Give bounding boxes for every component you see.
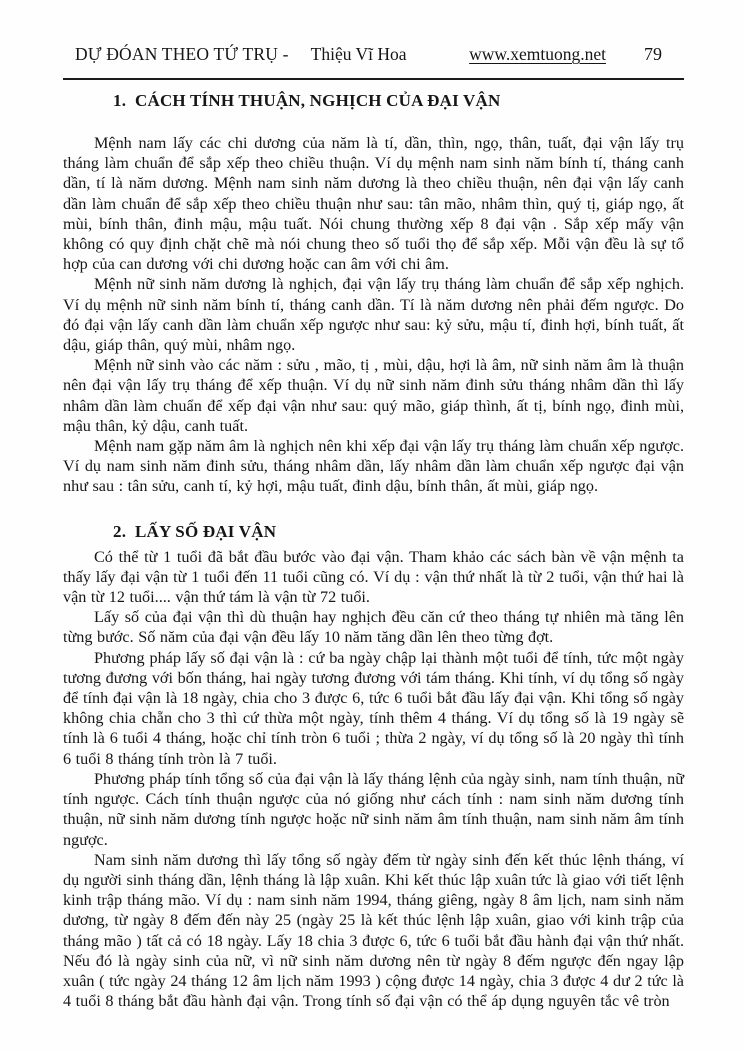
section-2-heading [113, 522, 684, 542]
page-number: 79 [644, 44, 662, 64]
paragraph: Mệnh nữ sinh vào các năm : sửu , mão, tị , mùi, dậu, hợi là âm, nữ sinh năm âm là thuận nên đại vận lấy trụ tháng để xếp thuận. Ví dụ nữ sinh năm đinh sửu tháng nhâm dần thì lấy nhâm dần làm chuẩn để xếp đại vận như sau: quý mão, giáp thình, ất tị, bính ngọ, đinh mùi, mậu thân, kỷ dậu, canh tuất. [63, 356, 684, 435]
section-1-body [63, 133, 684, 497]
section-2-number: 2. [113, 521, 127, 541]
paragraph: Mệnh nam lấy các chi dương của năm là tí, dần, thìn, ngọ, thân, tuất, đại vận lấy trụ tháng làm chuẩn để sắp xếp theo chiều thuận. Ví dụ mệnh nam sinh năm bính tí, tháng canh dần, tí là năm dương. Mệnh nam sinh năm dương là theo chiều thuận, nên đại vận lấy canh dần làm chuẩn để sắp xếp theo chiều thuận như sau: tân mão, nhâm thìn, quý tị, giáp ngọ, ất mùi, bính thân, đinh mậu, mậu tuất. Nói chung thường xếp 8 đại vận . Sắp xếp mấy vận không có quy định chặt chẽ mà nói chung theo số tuổi thọ để sắp xếp. Mỗi vận đều là sự tổ hợp của can dương với chi dương hoặc can âm với chi âm. [63, 134, 684, 274]
section-1-heading [113, 91, 684, 111]
website-url: www.xemtuong.net [469, 44, 606, 64]
paragraph: Lấy số của đại vận thì dù thuận hay nghịch đều căn cứ theo tháng tự nhiên mà tăng lên từng bước. Số năm của đại vận đều lấy 10 năm tăng dần lên theo từng đợt. [63, 608, 684, 647]
paragraph: Nam sinh năm dương thì lấy tổng số ngày đếm từ ngày sinh đến kết thúc lệnh tháng, ví dụ người sinh tháng dần, lệnh tháng là lập xuân. Khi kết thúc lập xuân tức là giao với tiết lệnh kinh trập tháng mão. Ví dụ : nam sinh năm 1994, tháng giêng, ngày 8 âm lịch, nam sinh năm dương, từ ngày 8 đếm đến này 25 (ngày 25 là kết thúc lệnh lập xuân, giao với kinh trập của tháng mão ) tất cả có 18 ngày. Lấy 18 chia 3 được 6, tức 6 tuổi bắt đầu hành đại vận thứ nhất. Nếu đó là ngày sinh của nữ, vì nữ sinh năm dương nên từ ngày 8 đếm ngược đến ngay lập xuân ( tức ngày 24 tháng 12 âm lịch năm 1993 ) cộng được 14 ngày, chia 3 được 4 dư 2 tức là 4 tuổi 8 tháng bắt đầu hành đại vận. Trong tính số đại vận có thể áp dụng nguyên tắc vê tròn [63, 850, 684, 1011]
section-2-title: LẤY SỐ ĐẠI VẬN [135, 521, 277, 541]
paragraph: Phương pháp lấy số đại vận là : cứ ba ngày chập lại thành một tuổi để tính, tức một ngày tương đương với bốn tháng, hai ngày tương đương với tám tháng. Khi tính, ví dụ tổng số ngày để tính đại vận là 18 ngày, chia cho 3 được 6, tức 6 tuổi bắt đầu lấy đại vận. Khi tổng số ngày không chia chẵn cho 3 thì cứ thừa một ngày, tính thêm 4 tháng. Ví dụ tổng số là 19 ngày sẽ tính là 6 tuổi 4 tháng, hoặc chỉ tính tròn 6 tuổi ; thừa 2 ngày, ví dụ tổng số là 20 ngày thì tính 6 tuổi 8 tháng tính tròn là 7 tuổi. [63, 648, 684, 768]
header-divider [63, 78, 684, 80]
section-1-title: CÁCH TÍNH THUẬN, NGHỊCH CỦA ĐẠI VẬN [135, 91, 501, 110]
author-name: Thiệu Vĩ Hoa [310, 44, 407, 64]
paragraph: Mệnh nữ sinh năm dương là nghịch, đại vận lấy trụ tháng làm chuẩn để sắp xếp nghịch. Ví dụ mệnh nữ sinh năm bính tí, tháng canh dần. Tí là năm dương nên phải đếm ngược. Do đó đại vận lấy canh dần làm chuẩn xếp ngược như sau: kỷ sửu, mậu tí, đinh hợi, bính tuất, ất dậu, giáp thân, quý mùi, nhâm ngọ. [63, 275, 684, 355]
page-header [63, 44, 684, 65]
book-title: DỰ ĐÓAN THEO TỨ TRỤ - [75, 44, 289, 64]
section-1-number: 1. [113, 91, 127, 110]
paragraph: Phương pháp tính tổng số của đại vận là lấy tháng lệnh của ngày sinh, nam tính thuận, nữ tính ngược. Cách tính thuận ngược của nó giống như cách tính : nam sinh năm dương tính thuận, nữ sinh năm dương tính ngược hoặc nữ sinh năm âm tính thuận, nam sinh năm âm tính ngược. [63, 769, 684, 849]
section-1 [63, 91, 684, 497]
section-2-body [63, 547, 684, 1012]
section-2 [63, 522, 684, 1012]
paragraph: Có thể từ 1 tuổi đã bắt đầu bước vào đại vận. Tham khảo các sách bàn về vận mệnh ta thấy lấy đại vận từ 1 tuổi đến 11 tuổi cũng có. Ví dụ : vận thứ nhất là từ 2 tuổi, vận thứ hai là vận từ 12 tuổi.... vận thứ tám là vận từ 72 tuổi. [63, 547, 684, 607]
paragraph: Mệnh nam gặp năm âm là nghịch nên khi xếp đại vận lấy trụ tháng làm chuẩn xếp ngược. Ví dụ nam sinh năm đinh sửu, tháng nhâm dần, lấy nhâm dần làm chuẩn xếp ngược đại vận như sau : tân sửu, canh tí, kỷ hợi, mậu tuất, đinh dậu, bính thân, ất mùi, giáp ngọ. [63, 437, 684, 496]
